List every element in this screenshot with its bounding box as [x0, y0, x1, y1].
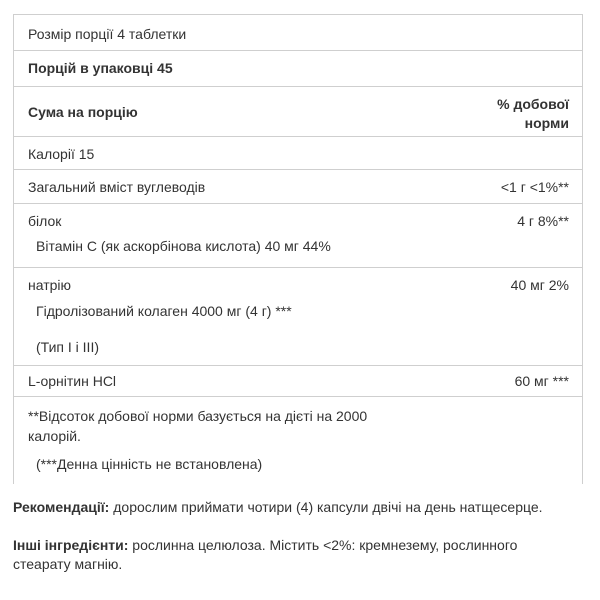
supplement-facts-panel: [13, 14, 583, 484]
table-row: [14, 268, 582, 300]
other-ingredients-text: рослинна целюлоза. Містить <2%: кремнезему, рослинного: [128, 537, 518, 553]
nutrient-name: (Тип І і ІІІ): [36, 339, 99, 355]
table-row: [14, 234, 582, 268]
table-row: [14, 334, 582, 366]
footnote-daily-value: [14, 397, 442, 446]
recommendations-label: Рекомендації:: [13, 499, 110, 515]
table-row: [14, 137, 582, 170]
other-ingredients-label: Інші інгредієнти:: [13, 537, 129, 553]
serving-size-row: [14, 15, 582, 51]
nutrient-value: 60 мг ***: [514, 373, 569, 389]
amount-per-serving-header: Сума на порцію: [28, 104, 138, 120]
nutrient-name: Вітамін С (як аскорбінова кислота) 40 мг 44%: [36, 238, 331, 254]
table-row: [14, 300, 582, 334]
nutrient-name: Загальний вміст вуглеводів: [28, 179, 206, 195]
other-ingredients-text-cont: стеарату магнію.: [13, 556, 123, 572]
daily-value-header-line2: норми: [524, 115, 569, 131]
footnote-line: калорій.: [28, 428, 81, 444]
daily-value-header: [497, 95, 569, 133]
serving-size: Розмір порції 4 таблетки: [28, 26, 187, 42]
nutrient-name: Гідролізований колаген 4000 мг (4 г) ***: [36, 303, 292, 319]
nutrient-name: натрію: [28, 277, 72, 293]
table-row: [14, 204, 582, 234]
servings-per-container-row: [14, 51, 582, 87]
servings-per-container: Порцій в упаковці 45: [28, 60, 173, 76]
table-row: [14, 170, 582, 204]
table-header-row: [14, 87, 582, 137]
recommendations: [13, 498, 588, 517]
recommendations-text: дорослим приймати чотири (4) капсули двічі на день натщесерце.: [109, 499, 543, 515]
nutrient-value: 40 мг 2%: [510, 277, 569, 293]
table-row: [14, 366, 582, 397]
nutrient-name: L-орнітин HCl: [28, 373, 117, 389]
footnote-line: **Відсоток добової норми базується на дієті на 2000: [28, 408, 368, 424]
footnote-not-established: (***Денна цінність не встановлена): [36, 456, 263, 472]
nutrient-value: 4 г 8%**: [517, 213, 569, 229]
nutrient-value: <1 г <1%**: [500, 179, 569, 195]
nutrient-name: Калорії 15: [28, 146, 95, 162]
nutrient-name: білок: [28, 213, 62, 229]
daily-value-header-line1: % добової: [497, 96, 569, 112]
other-ingredients: [13, 536, 588, 574]
